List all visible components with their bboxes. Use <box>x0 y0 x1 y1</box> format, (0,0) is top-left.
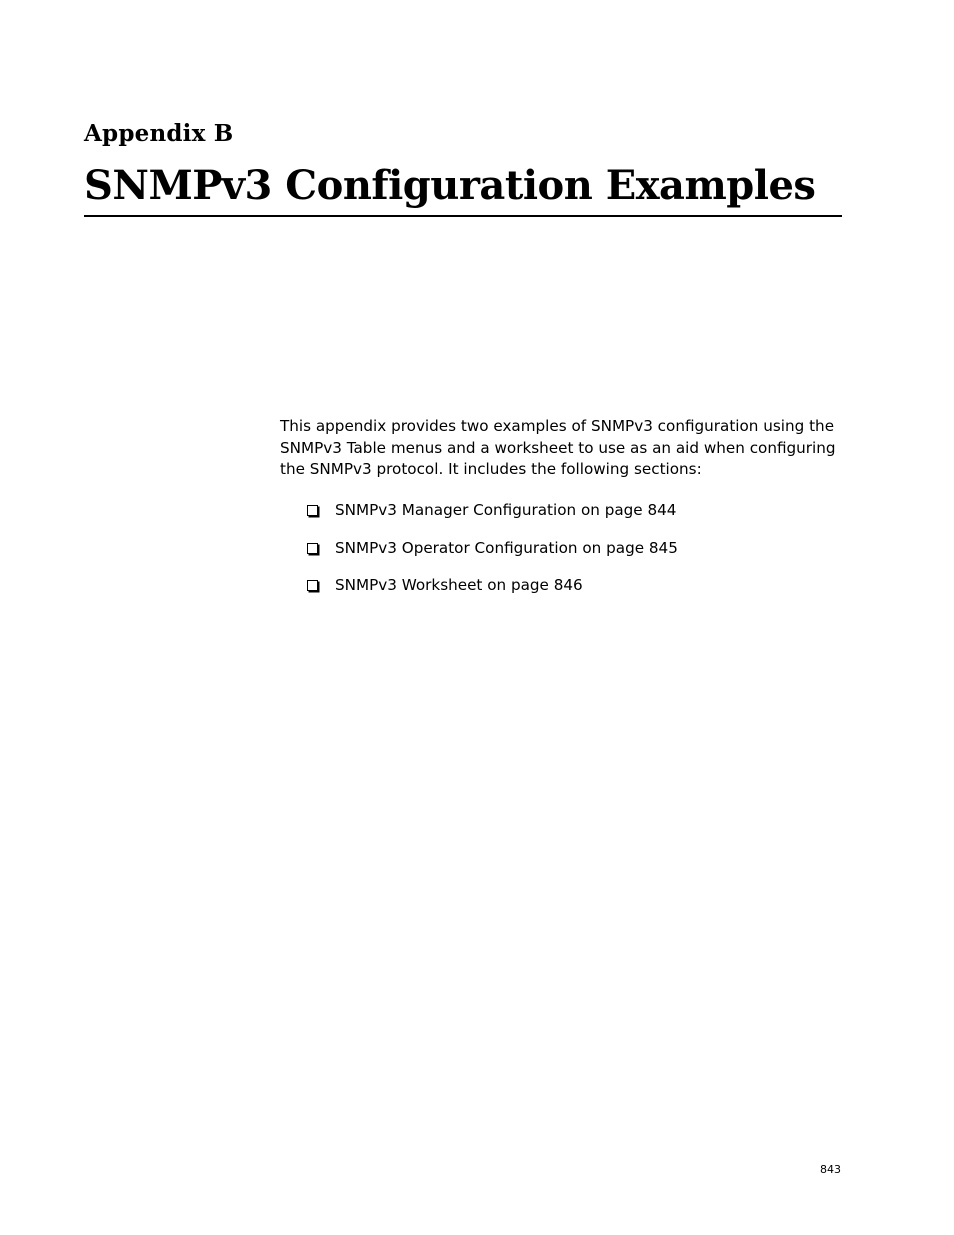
checkbox-bullet-icon <box>307 505 318 516</box>
title-rule <box>84 215 842 217</box>
page-number: 843 <box>820 1163 841 1176</box>
section-link-manager[interactable]: SNMPv3 Manager Configuration on page 844 <box>335 501 677 519</box>
checkbox-bullet-icon <box>307 543 318 554</box>
list-item <box>307 538 678 576</box>
section-link-worksheet[interactable]: SNMPv3 Worksheet on page 846 <box>335 576 583 594</box>
checkbox-bullet-icon <box>307 580 318 591</box>
appendix-label: Appendix B <box>84 120 234 147</box>
list-item <box>307 500 678 538</box>
list-item <box>307 575 678 613</box>
chapter-title: SNMPv3 Configuration Examples <box>84 162 816 209</box>
section-link-operator[interactable]: SNMPv3 Operator Configuration on page 845 <box>335 538 678 557</box>
intro-paragraph: This appendix provides two examples of SNMPv3 configuration using the SNMPv3 Table menus and a worksheet to use as an aid when configuring the SNMPv3 protocol. It includes the following sections: <box>280 417 836 478</box>
section-list <box>307 500 678 613</box>
